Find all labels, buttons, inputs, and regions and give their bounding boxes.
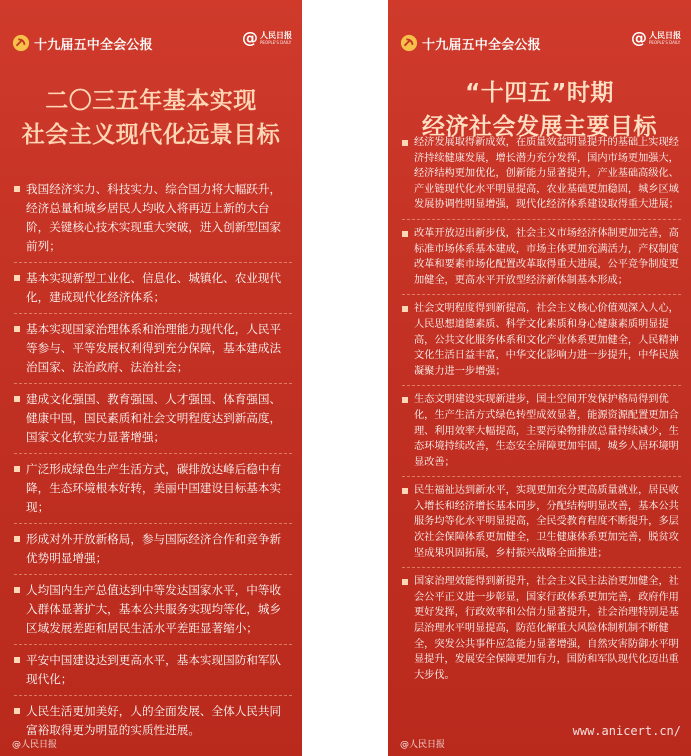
left-headline-line2: 社会主义现代化远景目标 bbox=[21, 122, 281, 148]
bullet-icon bbox=[402, 140, 408, 146]
right-goal-list bbox=[402, 135, 681, 689]
list-item-text: 平安中国建设达到更高水平，基本实现国防和军队现代化； bbox=[26, 653, 282, 686]
footer-credit: @人民日报 bbox=[12, 740, 58, 750]
list-item bbox=[14, 180, 292, 256]
list-item bbox=[402, 574, 681, 683]
right-poster bbox=[388, 0, 691, 756]
divider bbox=[14, 453, 292, 454]
at-icon: @ bbox=[242, 28, 258, 47]
divider bbox=[14, 695, 292, 696]
bullet-icon bbox=[14, 275, 20, 281]
bullet-icon bbox=[14, 536, 20, 542]
divider bbox=[14, 523, 292, 524]
list-item-text: 人均国内生产总值达到中等发达国家水平，中等收入群体显著扩大，基本公共服务实现均等化，城乡区域发展差距和居民生活水平差距显著缩小； bbox=[26, 583, 282, 635]
list-item bbox=[14, 320, 292, 377]
watermark-url: www.anicert.cn/ bbox=[572, 724, 681, 738]
bullet-icon bbox=[14, 657, 20, 663]
list-item-text: 基本实现国家治理体系和治理能力现代化，人民平等参与、平等发展权利得到充分保障，基本建成法治国家、法治政府、法治社会； bbox=[26, 322, 282, 374]
series-title: 十九届五中全会公报 bbox=[422, 37, 541, 53]
list-item bbox=[14, 530, 292, 568]
list-item-text: 广泛形成绿色生产生活方式，碳排放达峰后稳中有降，生态环境根本好转，美丽中国建设目标基本实现； bbox=[26, 462, 282, 514]
party-emblem-icon bbox=[12, 34, 30, 52]
bullet-icon bbox=[402, 488, 408, 494]
right-headline-line2: 经济社会发展主要目标 bbox=[422, 114, 657, 140]
right-headline-line1: “十四五”时期 bbox=[465, 80, 614, 106]
divider bbox=[402, 385, 681, 386]
bullet-icon bbox=[14, 466, 20, 472]
list-item bbox=[402, 226, 681, 288]
bullet-icon bbox=[402, 579, 408, 585]
bullet-icon bbox=[14, 326, 20, 332]
list-item bbox=[14, 269, 292, 307]
list-item bbox=[14, 581, 292, 638]
divider bbox=[402, 294, 681, 295]
right-header bbox=[400, 28, 681, 54]
divider bbox=[14, 262, 292, 263]
left-headline-line1: 二〇三五年基本实现 bbox=[45, 88, 257, 114]
list-item-text: 社会文明程度得到新提高，社会主义核心价值观深入人心，人民思想道德素质、科学文化素质和身心健康素质明显提高，公共文化服务体系和文化产业体系更加健全，人民精神文化生活日益丰富，中华文化影响力进一步提升，中华民族凝聚力进一步增强； bbox=[414, 303, 679, 377]
list-item-text: 人民生活更加美好，人的全面发展、全体人民共同富裕取得更为明显的实质性进展。 bbox=[26, 704, 282, 737]
logo-sub: PEOPLE'S DAILY bbox=[649, 39, 681, 45]
divider bbox=[402, 567, 681, 568]
series-title: 十九届五中全会公报 bbox=[34, 37, 153, 53]
list-item-text: 建成文化强国、教育强国、人才强国、体育强国、健康中国，国民素质和社会文明程度达到新高度，国家文化软实力显著增强； bbox=[26, 392, 282, 444]
bullet-icon bbox=[14, 708, 20, 714]
list-item bbox=[14, 651, 292, 689]
bullet-icon bbox=[402, 231, 408, 237]
right-headline bbox=[388, 76, 691, 144]
list-item-text: 民生福祉达到新水平，实现更加充分更高质量就业，居民收入增长和经济增长基本同步，分配结构明显改善，基本公共服务均等化水平明显提高，全民受教育程度不断提升，多层次社会保障体系更加健全，卫生健康体系更加完善，脱贫攻坚成果巩固拓展，乡村振兴战略全面推进； bbox=[414, 485, 679, 559]
left-header bbox=[12, 28, 292, 54]
list-item bbox=[402, 135, 681, 213]
logo-name: 人民日报 bbox=[260, 30, 292, 40]
logo-sub: PEOPLE'S DAILY bbox=[260, 39, 292, 45]
list-item-text: 我国经济实力、科技实力、综合国力将大幅跃升，经济总量和城乡居民人均收入将再迈上新的大台阶，关键核心技术实现重大突破，进入创新型国家前列； bbox=[26, 182, 282, 253]
list-item bbox=[402, 301, 681, 379]
divider bbox=[14, 383, 292, 384]
list-item-text: 基本实现新型工业化、信息化、城镇化、农业现代化，建成现代化经济体系； bbox=[26, 271, 282, 304]
list-item bbox=[402, 392, 681, 470]
divider bbox=[402, 219, 681, 220]
list-item bbox=[14, 460, 292, 517]
at-icon: @ bbox=[631, 28, 647, 47]
list-item bbox=[402, 483, 681, 561]
bullet-icon bbox=[14, 587, 20, 593]
list-item bbox=[14, 390, 292, 447]
divider bbox=[14, 644, 292, 645]
left-poster bbox=[0, 0, 302, 756]
bullet-icon bbox=[14, 396, 20, 402]
footer-credit: @人民日报 bbox=[400, 740, 446, 750]
party-emblem-icon bbox=[400, 34, 418, 52]
peoples-daily-logo bbox=[242, 28, 292, 47]
bullet-icon bbox=[402, 397, 408, 403]
divider bbox=[14, 574, 292, 575]
left-headline bbox=[0, 84, 302, 152]
bullet-icon bbox=[402, 306, 408, 312]
logo-name: 人民日报 bbox=[649, 30, 681, 40]
list-item-text: 国家治理效能得到新提升，社会主义民主法治更加健全，社会公平正义进一步彰显，国家行政体系更加完善，政府作用更好发挥，行政效率和公信力显著提升，社会治理特别是基层治理水平明显提高，防范化解重大风险体制机制不断健全，突发公共事件应急能力显著增强，自然灾害防御水平明显提升，发展安全保障更加有力，国防和军队现代化迈出重大步伐。 bbox=[414, 576, 679, 681]
left-goal-list bbox=[14, 180, 292, 746]
divider bbox=[402, 476, 681, 477]
list-item-text: 生态文明建设实现新进步，国土空间开发保护格局得到优化，生产生活方式绿色转型成效显著，能源资源配置更加合理、利用效率大幅提高，主要污染物排放总量持续减少，生态环境持续改善，生态安全屏障更加牢固，城乡人居环境明显改善； bbox=[414, 394, 679, 468]
divider bbox=[14, 313, 292, 314]
list-item-text: 经济发展取得新成效，在质量效益明显提升的基础上实现经济持续健康发展，增长潜力充分发挥，国内市场更加强大，经济结构更加优化，创新能力显著提升，产业基础高级化、产业链现代化水平明显提高，农业基础更加稳固，城乡区域发展协调性明显增强，现代化经济体系建设取得重大进展； bbox=[414, 137, 679, 211]
list-item bbox=[14, 702, 292, 740]
bullet-icon bbox=[14, 186, 20, 192]
list-item-text: 改革开放迈出新步伐，社会主义市场经济体制更加完善，高标准市场体系基本建成，市场主体更加充满活力，产权制度改革和要素市场化配置改革取得重大进展，公平竞争制度更加健全，更高水平开放型经济新体制基本形成； bbox=[414, 227, 679, 286]
peoples-daily-logo bbox=[631, 28, 681, 47]
list-item-text: 形成对外开放新格局，参与国际经济合作和竞争新优势明显增强； bbox=[26, 532, 282, 565]
